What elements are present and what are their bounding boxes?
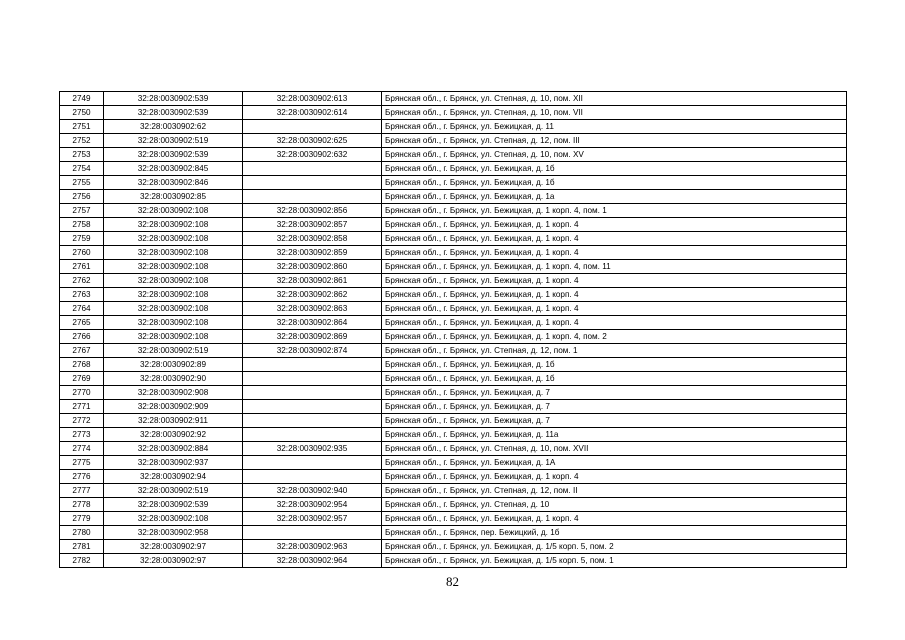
parent-cadastral-number-cell: 32:28:0030902:519 [104, 484, 243, 498]
row-number-cell: 2760 [60, 246, 104, 260]
address-cell: Брянская обл., г. Брянск, ул. Бежицкая, д. 1б [382, 162, 847, 176]
row-number-cell: 2780 [60, 526, 104, 540]
row-number-cell: 2768 [60, 358, 104, 372]
row-number-cell: 2776 [60, 470, 104, 484]
table-row [60, 232, 847, 246]
row-number-cell: 2754 [60, 162, 104, 176]
cadastral-number-cell: 32:28:0030902:935 [243, 442, 382, 456]
registry-table [59, 91, 847, 568]
table-row [60, 386, 847, 400]
table-row [60, 554, 847, 568]
cadastral-number-cell [243, 470, 382, 484]
parent-cadastral-number-cell: 32:28:0030902:108 [104, 512, 243, 526]
address-cell: Брянская обл., г. Брянск, ул. Бежицкая, д. 7 [382, 400, 847, 414]
cadastral-number-cell: 32:28:0030902:632 [243, 148, 382, 162]
parent-cadastral-number-cell: 32:28:0030902:85 [104, 190, 243, 204]
parent-cadastral-number-cell: 32:28:0030902:108 [104, 204, 243, 218]
address-cell: Брянская обл., г. Брянск, ул. Бежицкая, д. 1 корп. 4 [382, 470, 847, 484]
row-number-cell: 2767 [60, 344, 104, 358]
row-number-cell: 2772 [60, 414, 104, 428]
cadastral-number-cell: 32:28:0030902:861 [243, 274, 382, 288]
parent-cadastral-number-cell: 32:28:0030902:846 [104, 176, 243, 190]
address-cell: Брянская обл., г. Брянск, ул. Бежицкая, д. 7 [382, 414, 847, 428]
row-number-cell: 2759 [60, 232, 104, 246]
cadastral-number-cell [243, 428, 382, 442]
row-number-cell: 2778 [60, 498, 104, 512]
table-row [60, 442, 847, 456]
cadastral-number-cell: 32:28:0030902:860 [243, 260, 382, 274]
cadastral-number-cell: 32:28:0030902:864 [243, 316, 382, 330]
address-cell: Брянская обл., г. Брянск, ул. Бежицкая, д. 1/5 корп. 5, пом. 1 [382, 554, 847, 568]
cadastral-number-cell: 32:28:0030902:963 [243, 540, 382, 554]
table-row [60, 470, 847, 484]
cadastral-number-cell: 32:28:0030902:859 [243, 246, 382, 260]
cadastral-number-cell [243, 526, 382, 540]
table-row [60, 120, 847, 134]
table-row [60, 92, 847, 106]
cadastral-number-cell: 32:28:0030902:954 [243, 498, 382, 512]
cadastral-number-cell [243, 400, 382, 414]
parent-cadastral-number-cell: 32:28:0030902:108 [104, 274, 243, 288]
registry-table-body [60, 92, 847, 568]
cadastral-number-cell: 32:28:0030902:863 [243, 302, 382, 316]
parent-cadastral-number-cell: 32:28:0030902:539 [104, 148, 243, 162]
address-cell: Брянская обл., г. Брянск, ул. Бежицкая, д. 1б [382, 372, 847, 386]
address-cell: Брянская обл., г. Брянск, ул. Бежицкая, д. 1/5 корп. 5, пом. 2 [382, 540, 847, 554]
parent-cadastral-number-cell: 32:28:0030902:937 [104, 456, 243, 470]
address-cell: Брянская обл., г. Брянск, ул. Степная, д. 12, пом. 1 [382, 344, 847, 358]
table-row [60, 428, 847, 442]
page-number: 82 [446, 574, 459, 589]
address-cell: Брянская обл., г. Брянск, ул. Бежицкая, д. 1б [382, 176, 847, 190]
parent-cadastral-number-cell: 32:28:0030902:108 [104, 218, 243, 232]
row-number-cell: 2749 [60, 92, 104, 106]
table-row [60, 400, 847, 414]
address-cell: Брянская обл., г. Брянск, ул. Бежицкая, д. 1 корп. 4 [382, 218, 847, 232]
parent-cadastral-number-cell: 32:28:0030902:911 [104, 414, 243, 428]
table-row [60, 106, 847, 120]
parent-cadastral-number-cell: 32:28:0030902:539 [104, 498, 243, 512]
address-cell: Брянская обл., г. Брянск, ул. Бежицкая, д. 1а [382, 190, 847, 204]
parent-cadastral-number-cell: 32:28:0030902:539 [104, 106, 243, 120]
row-number-cell: 2758 [60, 218, 104, 232]
cadastral-number-cell [243, 386, 382, 400]
row-number-cell: 2752 [60, 134, 104, 148]
cadastral-number-cell: 32:28:0030902:964 [243, 554, 382, 568]
address-cell: Брянская обл., г. Брянск, ул. Степная, д. 10, пом. VII [382, 106, 847, 120]
cadastral-number-cell [243, 176, 382, 190]
parent-cadastral-number-cell: 32:28:0030902:97 [104, 540, 243, 554]
address-cell: Брянская обл., г. Брянск, ул. Бежицкая, д. 11 [382, 120, 847, 134]
address-cell: Брянская обл., г. Брянск, ул. Степная, д. 10 [382, 498, 847, 512]
parent-cadastral-number-cell: 32:28:0030902:884 [104, 442, 243, 456]
cadastral-number-cell: 32:28:0030902:858 [243, 232, 382, 246]
cadastral-number-cell: 32:28:0030902:856 [243, 204, 382, 218]
row-number-cell: 2774 [60, 442, 104, 456]
row-number-cell: 2761 [60, 260, 104, 274]
address-cell: Брянская обл., г. Брянск, ул. Бежицкая, д. 1 корп. 4 [382, 512, 847, 526]
row-number-cell: 2769 [60, 372, 104, 386]
table-row [60, 162, 847, 176]
row-number-cell: 2782 [60, 554, 104, 568]
address-cell: Брянская обл., г. Брянск, ул. Бежицкая, д. 1 корп. 4 [382, 316, 847, 330]
table-row [60, 358, 847, 372]
table-row [60, 176, 847, 190]
cadastral-number-cell: 32:28:0030902:862 [243, 288, 382, 302]
parent-cadastral-number-cell: 32:28:0030902:958 [104, 526, 243, 540]
cadastral-number-cell [243, 372, 382, 386]
cadastral-number-cell [243, 190, 382, 204]
parent-cadastral-number-cell: 32:28:0030902:89 [104, 358, 243, 372]
row-number-cell: 2751 [60, 120, 104, 134]
address-cell: Брянская обл., г. Брянск, ул. Бежицкая, д. 7 [382, 386, 847, 400]
cadastral-number-cell: 32:28:0030902:869 [243, 330, 382, 344]
table-row [60, 288, 847, 302]
parent-cadastral-number-cell: 32:28:0030902:108 [104, 288, 243, 302]
parent-cadastral-number-cell: 32:28:0030902:108 [104, 246, 243, 260]
cadastral-number-cell: 32:28:0030902:614 [243, 106, 382, 120]
row-number-cell: 2766 [60, 330, 104, 344]
row-number-cell: 2750 [60, 106, 104, 120]
table-row [60, 148, 847, 162]
row-number-cell: 2777 [60, 484, 104, 498]
parent-cadastral-number-cell: 32:28:0030902:108 [104, 232, 243, 246]
address-cell: Брянская обл., г. Брянск, пер. Бежицкий, д. 1б [382, 526, 847, 540]
table-row [60, 344, 847, 358]
row-number-cell: 2753 [60, 148, 104, 162]
table-row [60, 512, 847, 526]
row-number-cell: 2763 [60, 288, 104, 302]
cadastral-number-cell [243, 120, 382, 134]
parent-cadastral-number-cell: 32:28:0030902:108 [104, 260, 243, 274]
cadastral-number-cell: 32:28:0030902:613 [243, 92, 382, 106]
parent-cadastral-number-cell: 32:28:0030902:908 [104, 386, 243, 400]
table-row [60, 218, 847, 232]
row-number-cell: 2762 [60, 274, 104, 288]
address-cell: Брянская обл., г. Брянск, ул. Бежицкая, д. 1 корп. 4, пом. 1 [382, 204, 847, 218]
table-row [60, 456, 847, 470]
parent-cadastral-number-cell: 32:28:0030902:62 [104, 120, 243, 134]
parent-cadastral-number-cell: 32:28:0030902:108 [104, 302, 243, 316]
address-cell: Брянская обл., г. Брянск, ул. Степная, д. 10, пом. XII [382, 92, 847, 106]
table-row [60, 484, 847, 498]
parent-cadastral-number-cell: 32:28:0030902:909 [104, 400, 243, 414]
cadastral-number-cell [243, 358, 382, 372]
table-row [60, 540, 847, 554]
table-row [60, 134, 847, 148]
cadastral-number-cell: 32:28:0030902:957 [243, 512, 382, 526]
parent-cadastral-number-cell: 32:28:0030902:108 [104, 316, 243, 330]
table-row [60, 190, 847, 204]
address-cell: Брянская обл., г. Брянск, ул. Степная, д. 12, пом. II [382, 484, 847, 498]
cadastral-number-cell: 32:28:0030902:940 [243, 484, 382, 498]
table-row [60, 526, 847, 540]
row-number-cell: 2765 [60, 316, 104, 330]
table-row [60, 372, 847, 386]
row-number-cell: 2779 [60, 512, 104, 526]
address-cell: Брянская обл., г. Брянск, ул. Бежицкая, д. 1 корп. 4 [382, 274, 847, 288]
address-cell: Брянская обл., г. Брянск, ул. Бежицкая, д. 1 корп. 4 [382, 232, 847, 246]
row-number-cell: 2757 [60, 204, 104, 218]
address-cell: Брянская обл., г. Брянск, ул. Бежицкая, д. 1 корп. 4 [382, 288, 847, 302]
parent-cadastral-number-cell: 32:28:0030902:539 [104, 92, 243, 106]
parent-cadastral-number-cell: 32:28:0030902:94 [104, 470, 243, 484]
parent-cadastral-number-cell: 32:28:0030902:92 [104, 428, 243, 442]
row-number-cell: 2781 [60, 540, 104, 554]
parent-cadastral-number-cell: 32:28:0030902:519 [104, 134, 243, 148]
row-number-cell: 2756 [60, 190, 104, 204]
address-cell: Брянская обл., г. Брянск, ул. Бежицкая, д. 1 корп. 4 [382, 302, 847, 316]
row-number-cell: 2771 [60, 400, 104, 414]
address-cell: Брянская обл., г. Брянск, ул. Бежицкая, д. 1 корп. 4, пом. 11 [382, 260, 847, 274]
cadastral-number-cell [243, 162, 382, 176]
cadastral-number-cell: 32:28:0030902:857 [243, 218, 382, 232]
table-row [60, 302, 847, 316]
address-cell: Брянская обл., г. Брянск, ул. Бежицкая, д. 1 корп. 4 [382, 246, 847, 260]
address-cell: Брянская обл., г. Брянск, ул. Степная, д. 10, пом. XV [382, 148, 847, 162]
table-row [60, 246, 847, 260]
table-row [60, 316, 847, 330]
parent-cadastral-number-cell: 32:28:0030902:90 [104, 372, 243, 386]
parent-cadastral-number-cell: 32:28:0030902:108 [104, 330, 243, 344]
address-cell: Брянская обл., г. Брянск, ул. Бежицкая, д. 1б [382, 358, 847, 372]
address-cell: Брянская обл., г. Брянск, ул. Бежицкая, д. 1А [382, 456, 847, 470]
table-row [60, 414, 847, 428]
address-cell: Брянская обл., г. Брянск, ул. Бежицкая, д. 1 корп. 4, пом. 2 [382, 330, 847, 344]
cadastral-number-cell: 32:28:0030902:874 [243, 344, 382, 358]
row-number-cell: 2770 [60, 386, 104, 400]
row-number-cell: 2773 [60, 428, 104, 442]
cadastral-number-cell [243, 456, 382, 470]
table-row [60, 274, 847, 288]
address-cell: Брянская обл., г. Брянск, ул. Степная, д. 12, пом. III [382, 134, 847, 148]
table-row [60, 498, 847, 512]
parent-cadastral-number-cell: 32:28:0030902:519 [104, 344, 243, 358]
row-number-cell: 2755 [60, 176, 104, 190]
row-number-cell: 2764 [60, 302, 104, 316]
address-cell: Брянская обл., г. Брянск, ул. Степная, д. 10, пом. XVII [382, 442, 847, 456]
parent-cadastral-number-cell: 32:28:0030902:97 [104, 554, 243, 568]
cadastral-number-cell [243, 414, 382, 428]
table-row [60, 260, 847, 274]
table-row [60, 204, 847, 218]
table-row [60, 330, 847, 344]
parent-cadastral-number-cell: 32:28:0030902:845 [104, 162, 243, 176]
cadastral-number-cell: 32:28:0030902:625 [243, 134, 382, 148]
row-number-cell: 2775 [60, 456, 104, 470]
address-cell: Брянская обл., г. Брянск, ул. Бежицкая, д. 11а [382, 428, 847, 442]
